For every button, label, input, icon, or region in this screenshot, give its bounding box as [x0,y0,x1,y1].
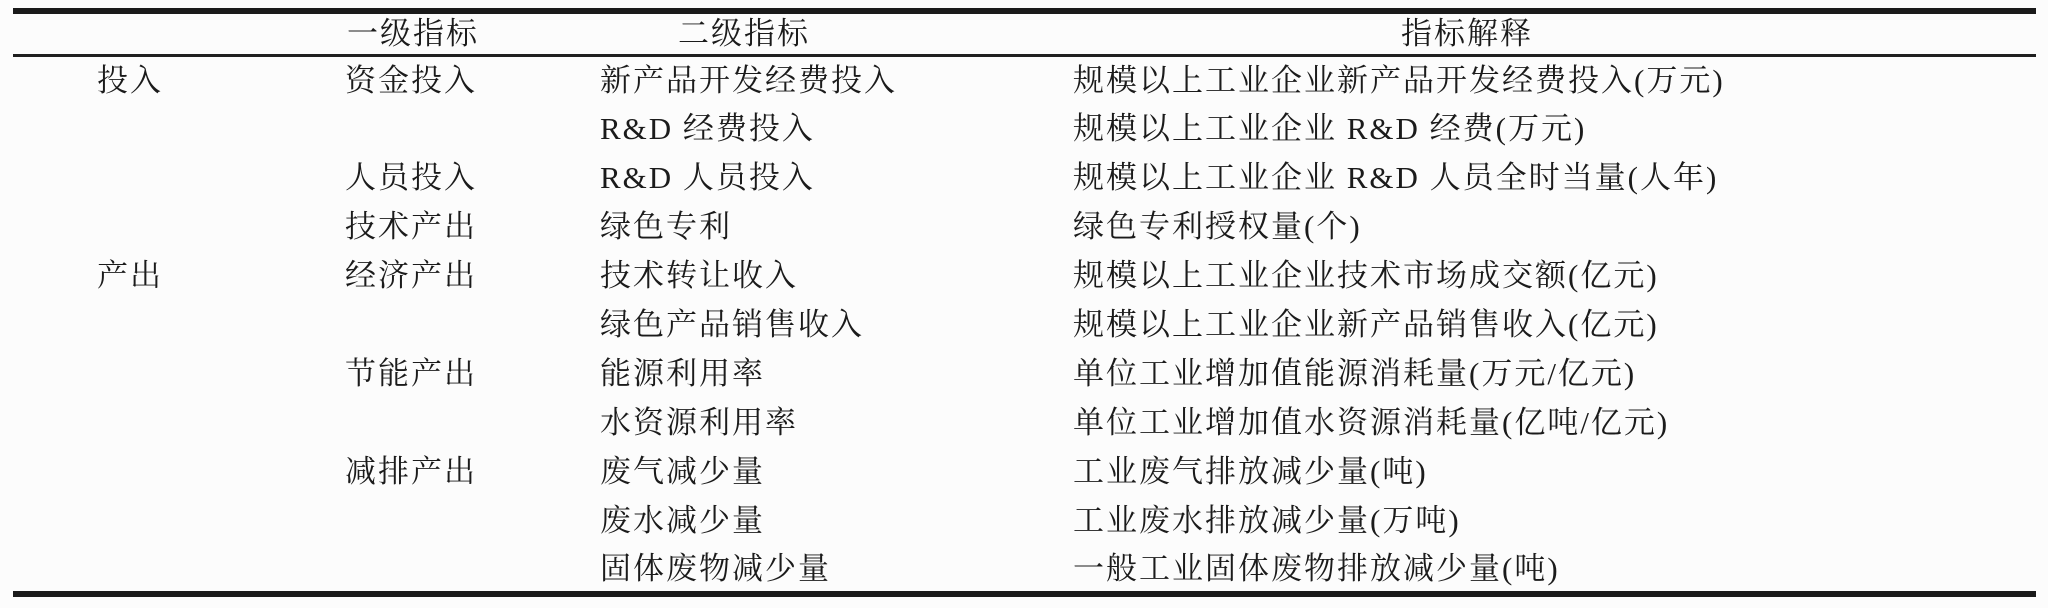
cell-explanation: 规模以上工业企业 R&D 经费(万元) [1073,111,1587,146]
cell-category: 投入 [97,62,163,98]
cell-category [13,104,344,153]
cell-explanation: 工业废气排放减少量(吨) [1073,454,1428,489]
cell-explanation: 规模以上工业企业新产品开发经费投入(万元) [1073,62,1725,98]
cell-level1: 资金投入 [345,62,477,98]
cell-level1 [344,496,600,545]
cell-category [13,398,344,447]
cell-explanation: 规模以上工业企业技术市场成交额(亿元) [1073,258,1659,293]
cell-level2: R&D 经费投入 [600,111,815,146]
table-header [13,11,2036,55]
document-page [13,8,2036,597]
cell-level2: 技术转让收入 [600,258,798,293]
table-row [13,349,2036,398]
cell-level2: 废气减少量 [600,454,765,489]
cell-explanation: 一般工业固体废物排放减少量(吨) [1073,550,1560,586]
cell-level2: 能源利用率 [600,356,765,391]
table-row [13,496,2036,545]
cell-category [13,545,344,594]
cell-explanation: 绿色专利授权量(个) [1073,209,1362,244]
table-row [13,104,2036,153]
header-level1-indicator: 一级指标 [344,11,600,55]
cell-category [13,202,344,251]
cell-level2: 固体废物减少量 [600,550,831,586]
cell-level2: 废水减少量 [600,503,765,538]
indicator-table [13,8,2036,597]
table-row [13,251,2036,300]
table-row [13,55,2036,104]
cell-level1: 减排产出 [345,454,477,489]
header-indicator-explanation: 指标解释 [1073,11,2036,55]
cell-explanation: 工业废水排放减少量(万吨) [1073,503,1461,538]
table-row [13,202,2036,251]
cell-level2: 水资源利用率 [600,405,798,440]
cell-category [13,447,344,496]
cell-category [13,300,344,349]
cell-level2: R&D 人员投入 [600,160,815,195]
cell-level1: 经济产出 [345,258,477,293]
cell-category: 产出 [97,258,163,293]
table-row [13,447,2036,496]
cell-category [13,349,344,398]
table-row [13,300,2036,349]
cell-level2: 绿色专利 [600,209,732,244]
table-row [13,153,2036,202]
cell-level1: 节能产出 [345,356,477,391]
cell-level1 [344,104,600,153]
cell-level1: 人员投入 [345,160,477,195]
cell-explanation: 单位工业增加值水资源消耗量(亿吨/亿元) [1073,405,1670,440]
cell-level1 [344,300,600,349]
header-category [13,11,344,55]
cell-explanation: 单位工业增加值能源消耗量(万元/亿元) [1073,356,1637,391]
table-body [13,55,2036,594]
cell-level1: 技术产出 [345,209,477,244]
cell-level2: 绿色产品销售收入 [600,307,864,342]
header-row [13,11,2036,55]
table-row [13,545,2036,594]
table-row [13,398,2036,447]
header-level2-indicator: 二级指标 [600,11,1073,55]
cell-level1 [344,545,600,594]
cell-category [13,496,344,545]
cell-level1 [344,398,600,447]
cell-level2: 新产品开发经费投入 [600,62,897,98]
cell-explanation: 规模以上工业企业 R&D 人员全时当量(人年) [1073,160,1719,195]
cell-category [13,153,344,202]
cell-explanation: 规模以上工业企业新产品销售收入(亿元) [1073,307,1659,342]
